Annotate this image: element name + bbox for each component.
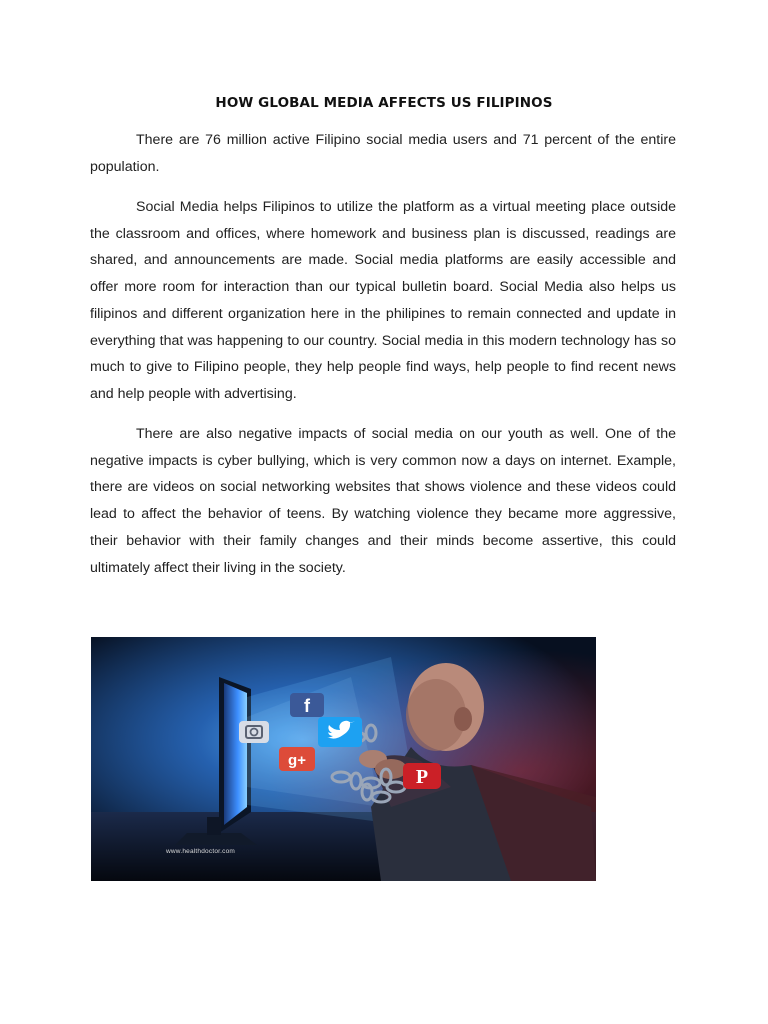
twitter-icon [318,717,362,747]
instagram-icon [239,721,269,743]
facebook-icon [290,693,324,717]
social-media-illustration [91,637,596,881]
svg-text:f: f [304,696,310,716]
image-watermark: www.healthdoctor.com [166,848,236,855]
page-title: HOW GLOBAL MEDIA AFFECTS US FILIPINOS [215,95,553,111]
paragraph-1: There are 76 million active Filipino social media users and 71 percent of the entire population. [90,132,676,175]
paragraph-3: There are also negative impacts of social media on our youth as well. One of the negative impacts is cyber bullying, which is very common now a days on internet. Example, there are videos on social networking websites that shows violence and these videos could lead to affect the behavior of teens. By watching violence they became more aggressive, their behavior with their family changes and their minds become assertive, this could ultimately affect their living in the society. [90,426,676,576]
illustration-artwork [91,637,596,881]
paragraph-2: Social Media helps Filipinos to utilize the platform as a virtual meeting place outside the classroom and offices, where homework and business plan is discussed, readings are shared, and announcements are made. Social media platforms are easily accessible and offer more room for interaction than our typical bulletin board. Social Media also helps us filipinos and different organization here in the philipines to remain connected and update in everything that was happening to our country. Social media in this modern technology has so much to give to Filipino people, they help people find ways, help people to find recent news and help people with advertising. [90,199,676,402]
google-plus-icon [279,747,315,771]
svg-text:P: P [415,766,429,788]
pinterest-icon [403,763,441,789]
svg-text:g+: g+ [288,752,306,769]
